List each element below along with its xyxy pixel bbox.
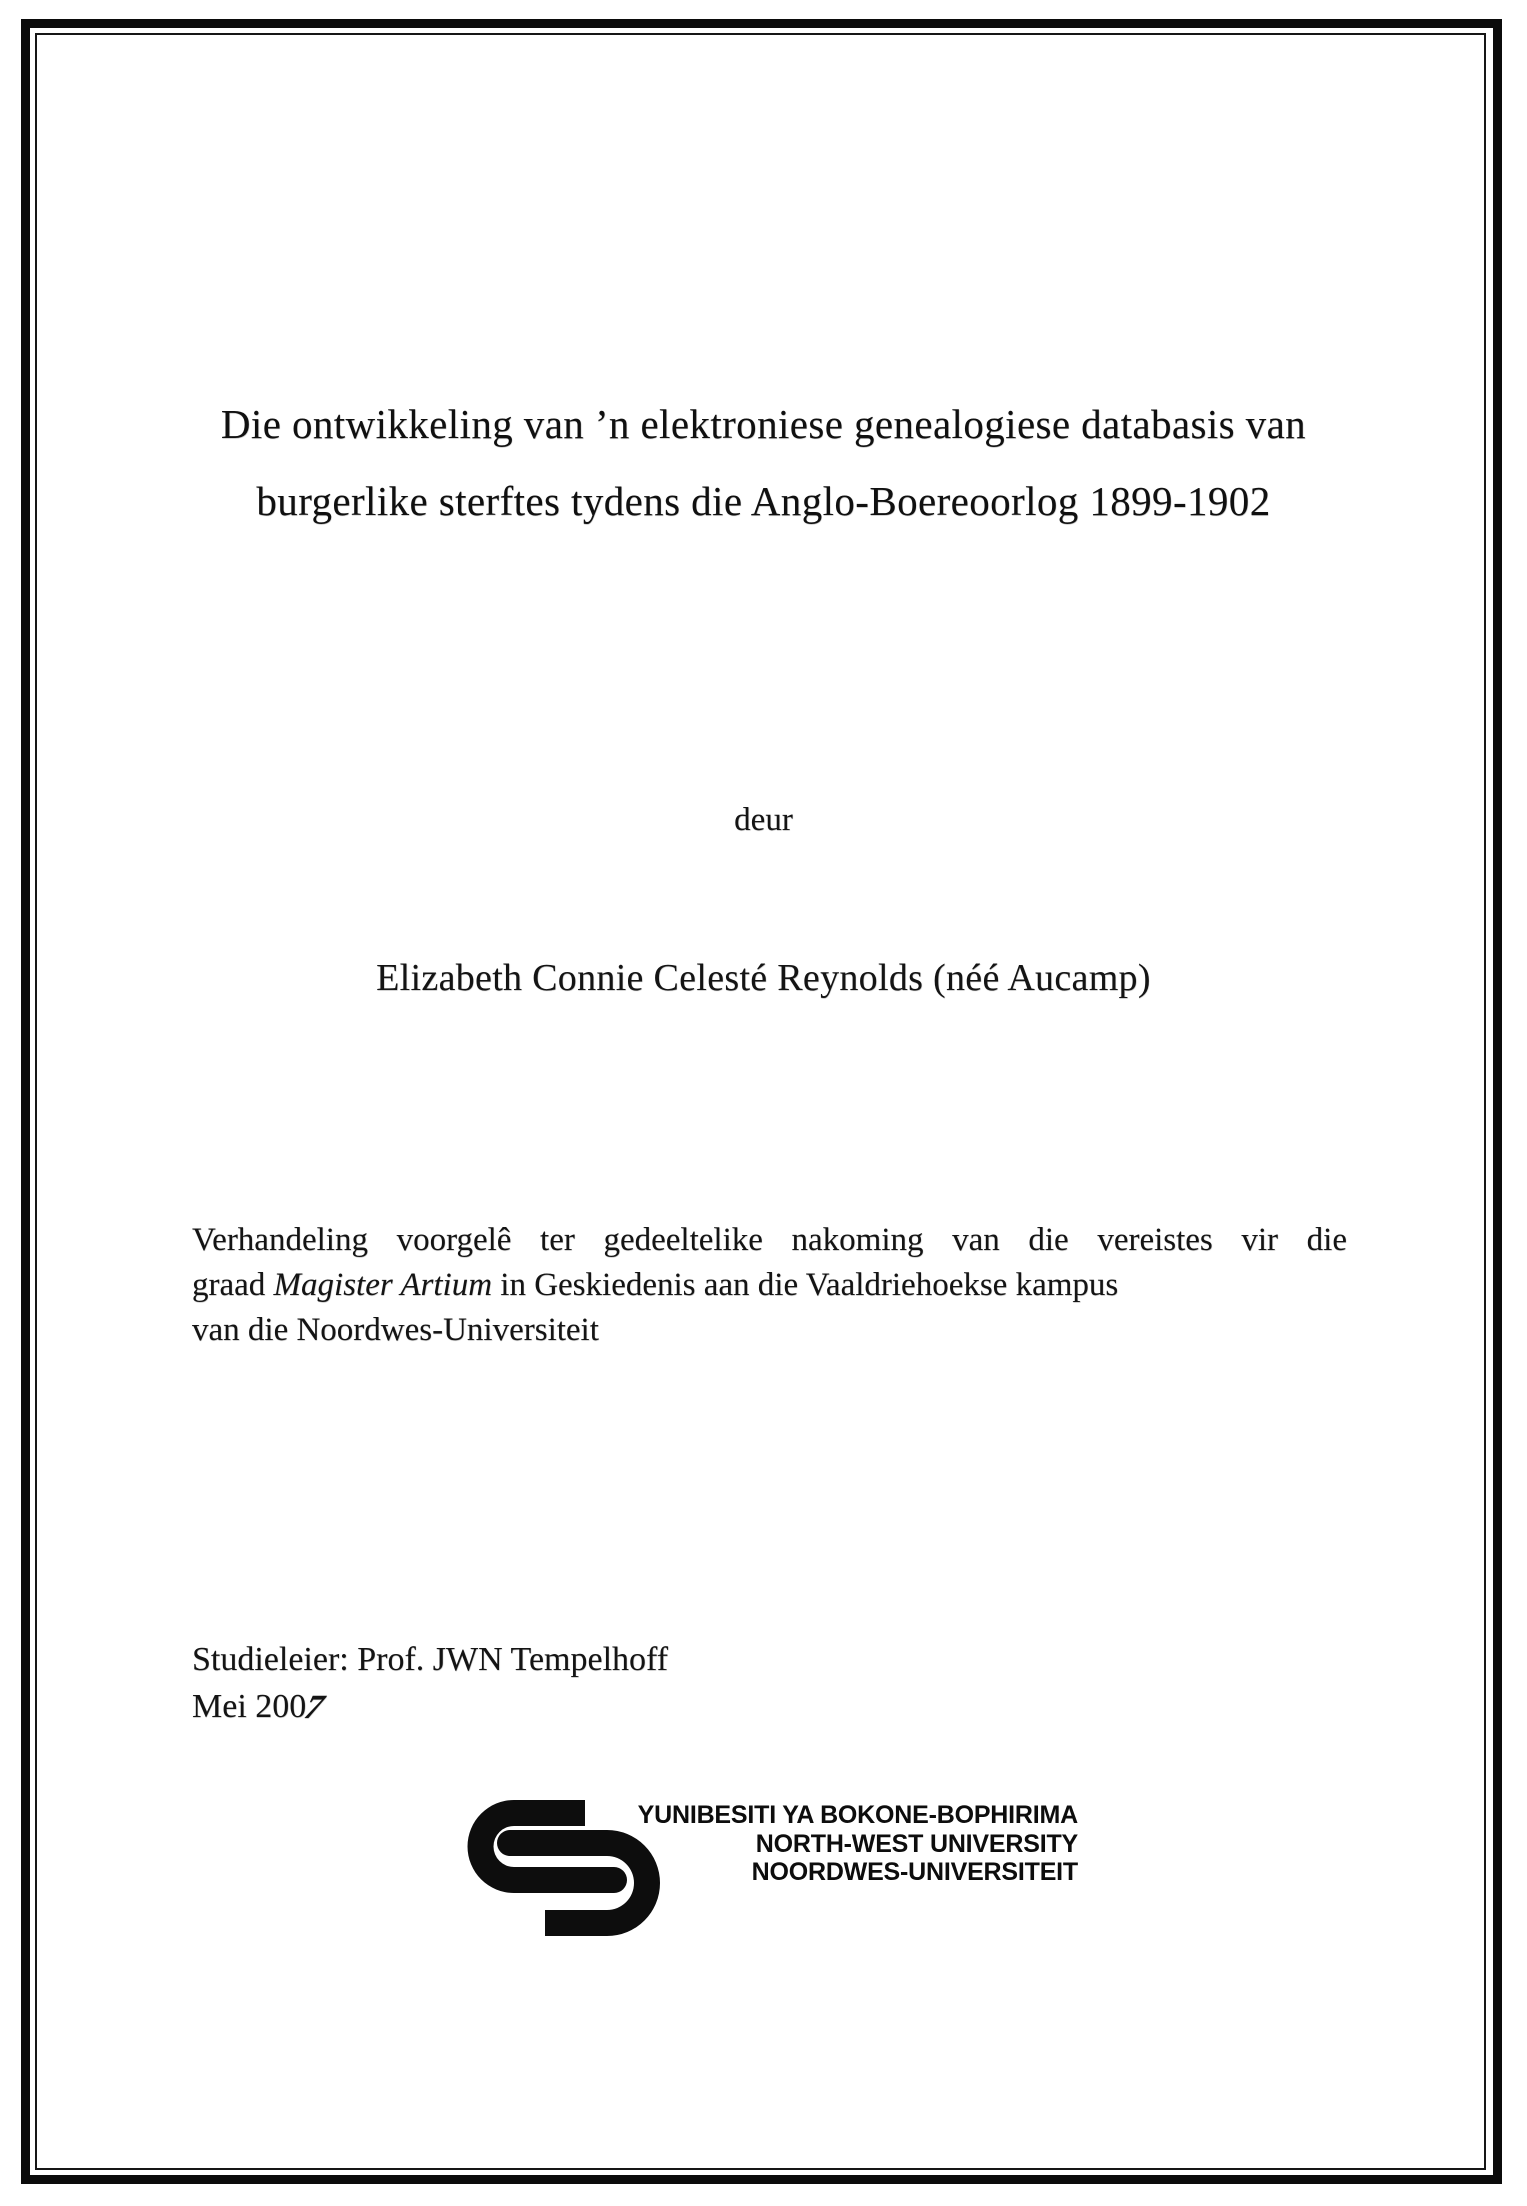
logo-text-setswana: YUNIBESITI YA BOKONE-BOPHIRIMA	[637, 1801, 1078, 1829]
degree-statement-line2-prefix: graad	[192, 1267, 274, 1303]
date-last-digit: 7	[297, 1689, 332, 1726]
logo-text-english: NORTH-WEST UNIVERSITY	[755, 1829, 1078, 1858]
degree-statement-line2-suffix: in Geskiedenis aan die Vaaldriehoekse kampus	[492, 1267, 1119, 1303]
thesis-title-line2: burgerlike sterftes tydens die Anglo-Boereoorlog 1899-1902	[256, 478, 1271, 524]
degree-statement-line3: van die Noordwes-Universiteit	[192, 1312, 599, 1348]
date-line	[192, 1683, 668, 1730]
thesis-title	[110, 386, 1417, 540]
logo-text-afrikaans: NOORDWES-UNIVERSITEIT	[751, 1858, 1078, 1886]
university-logo-text	[578, 1801, 1078, 1887]
degree-statement	[192, 1218, 1347, 1353]
degree-statement-line2	[192, 1263, 1347, 1308]
date-prefix: Mei 200	[192, 1688, 307, 1725]
supervisor-line: Studieleier: Prof. JWN Tempelhoff	[192, 1641, 669, 1678]
supervisor-block	[192, 1636, 668, 1730]
degree-statement-line1: Verhandeling voorgelê ter gedeeltelike nakoming van die vereistes vir die	[192, 1222, 1347, 1258]
thesis-title-line1: Die ontwikkeling van ’n elektroniese genealogiese databasis van	[220, 401, 1307, 447]
byline-word: deur	[734, 802, 793, 838]
author-name: Elizabeth Connie Celesté Reynolds (néé Aucamp)	[376, 957, 1151, 999]
degree-name-italic: Magister Artium	[273, 1267, 493, 1303]
